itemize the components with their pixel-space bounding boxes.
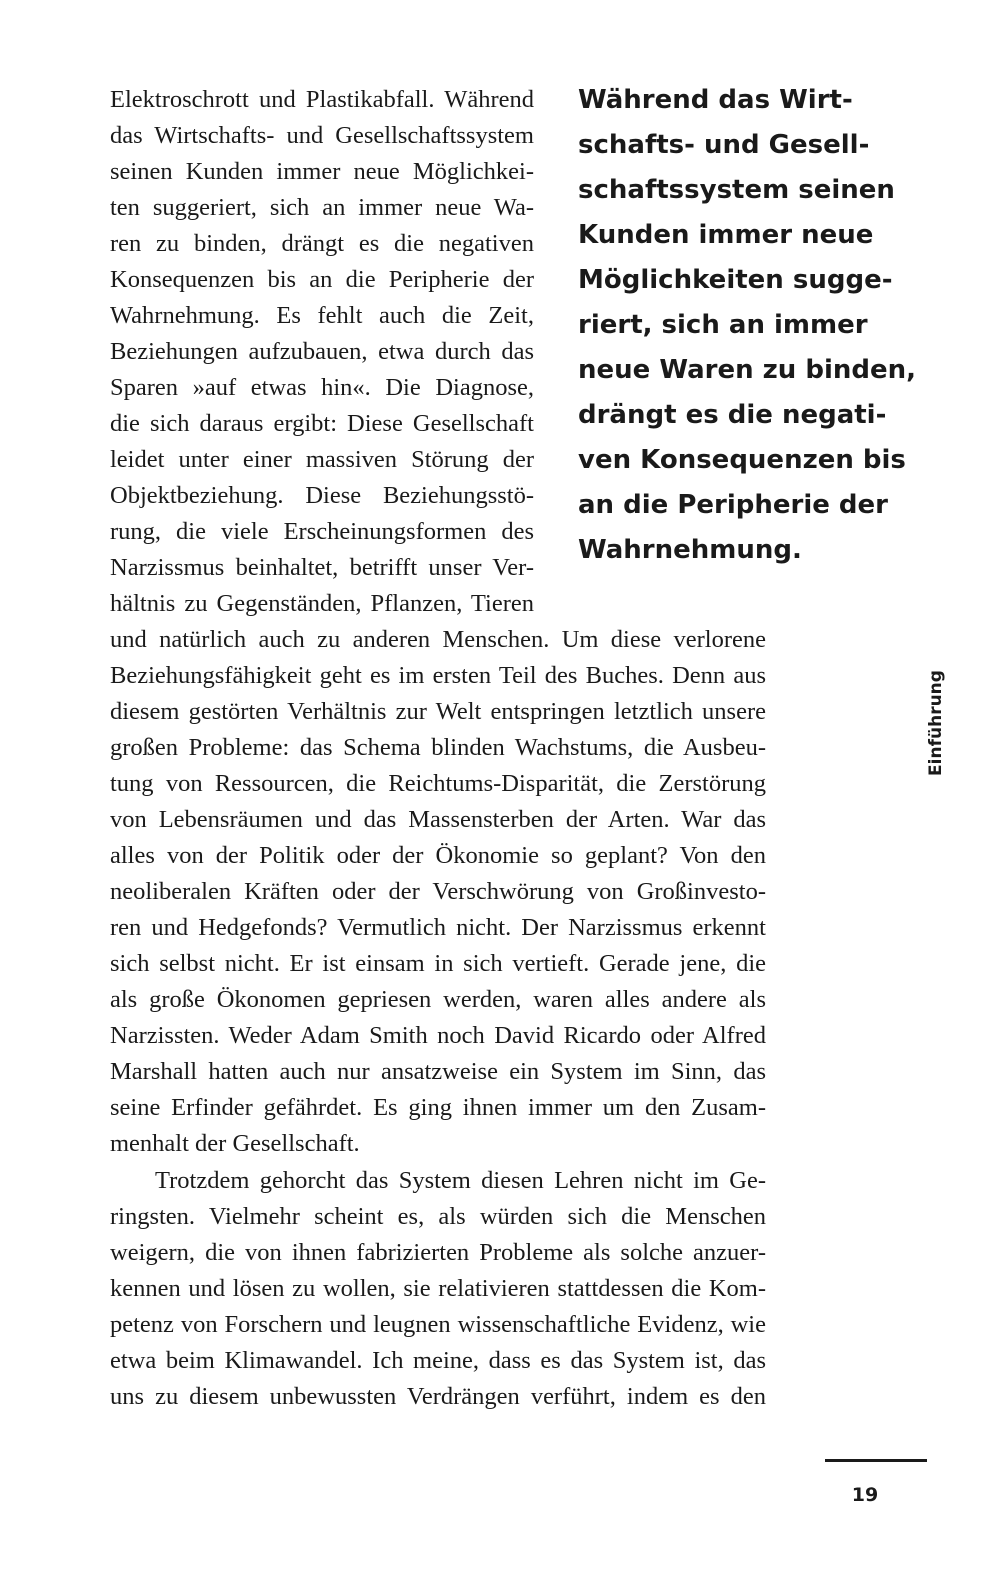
body-line: ringsten. Vielmehr scheint es, als würden sich die Menschen bbox=[110, 1203, 766, 1230]
body-line: sich selbst nicht. Er ist einsam in sich vertieft. Gerade jene, die bbox=[110, 950, 766, 977]
body-line: Narzissten. Weder Adam Smith noch David Ricardo oder Alfred bbox=[110, 1022, 766, 1049]
body-line: ten suggeriert, sich an immer neue Wa- bbox=[110, 194, 534, 221]
pull-quote-line: Während das Wirt- bbox=[578, 85, 853, 115]
body-line: ren und Hedgefonds? Vermutlich nicht. Der Narzissmus erkennt bbox=[110, 914, 766, 941]
body-line: tung von Ressourcen, die Reichtums-Disparität, die Zerstörung bbox=[110, 770, 766, 797]
body-line: Marshall hatten auch nur ansatzweise ein System im Sinn, das bbox=[110, 1058, 766, 1085]
body-line: diesem gestörten Verhältnis zur Welt entspringen letztlich unsere bbox=[110, 698, 766, 725]
body-line: ren zu binden, drängt es die negativen bbox=[110, 230, 534, 257]
pull-quote-line: Wahrnehmung. bbox=[578, 535, 802, 565]
body-line: weigern, die von ihnen fabrizierten Probleme als solche anzuer- bbox=[110, 1239, 766, 1266]
body-line: leidet unter einer massiven Störung der bbox=[110, 446, 534, 473]
pull-quote-line: neue Waren zu binden, bbox=[578, 355, 917, 385]
body-line: Elektroschrott und Plastikabfall. Während bbox=[110, 86, 534, 113]
page-number: 19 bbox=[851, 1484, 879, 1506]
chapter-side-tab bbox=[921, 668, 951, 778]
body-line: seine Erfinder gefährdet. Es ging ihnen immer um den Zusam- bbox=[110, 1094, 766, 1121]
pull-quote-line: schaftssystem seinen bbox=[578, 175, 895, 205]
body-line: Narzissmus beinhaltet, betrifft unser Ver- bbox=[110, 554, 534, 581]
body-line: seinen Kunden immer neue Möglichkei- bbox=[110, 158, 534, 185]
pull-quote-line: riert, sich an immer bbox=[578, 310, 868, 340]
body-line: Beziehungsfähigkeit geht es im ersten Teil des Buches. Denn aus bbox=[110, 662, 766, 689]
pull-quote-line: Kunden immer neue bbox=[578, 220, 874, 250]
body-line: Beziehungen aufzubauen, etwa durch das bbox=[110, 338, 534, 365]
pull-quote-line: schafts- und Gesell- bbox=[578, 130, 870, 160]
body-line: petenz von Forschern und leugnen wissenschaftliche Evidenz, wie bbox=[110, 1311, 766, 1338]
body-line: menhalt der Gesellschaft. bbox=[110, 1130, 360, 1157]
body-line: Objektbeziehung. Diese Beziehungsstö- bbox=[110, 482, 534, 509]
body-line: kennen und lösen zu wollen, sie relativieren stattdessen die Kom- bbox=[110, 1275, 766, 1302]
pull-quote-line: an die Peripherie der bbox=[578, 490, 888, 520]
body-line: etwa beim Klimawandel. Ich meine, dass es das System ist, das bbox=[110, 1347, 766, 1374]
body-line: uns zu diesem unbewussten Verdrängen verführt, indem es den bbox=[110, 1383, 766, 1410]
body-line: neoliberalen Kräften oder der Verschwörung von Großinvesto- bbox=[110, 878, 766, 905]
pull-quote-line: Möglichkeiten sugge- bbox=[578, 265, 893, 295]
body-line: als große Ökonomen gepriesen werden, waren alles andere als bbox=[110, 986, 766, 1013]
body-line: das Wirtschafts- und Gesellschaftssystem bbox=[110, 122, 534, 149]
pull-quote-line: ven Konsequenzen bis bbox=[578, 445, 906, 475]
body-line: von Lebensräumen und das Massensterben der Arten. War das bbox=[110, 806, 766, 833]
footer-rule bbox=[825, 1459, 927, 1462]
body-line: und natürlich auch zu anderen Menschen. Um diese verlorene bbox=[110, 626, 766, 653]
body-line: hältnis zu Gegenständen, Pflanzen, Tieren bbox=[110, 590, 534, 617]
body-line: alles von der Politik oder der Ökonomie so geplant? Von den bbox=[110, 842, 766, 869]
body-line: großen Probleme: das Schema blinden Wachstums, die Ausbeu- bbox=[110, 734, 766, 761]
body-line: rung, die viele Erscheinungsformen des bbox=[110, 518, 534, 545]
chapter-side-tab-label: Einführung bbox=[926, 670, 946, 776]
body-line: Wahrnehmung. Es fehlt auch die Zeit, bbox=[110, 302, 534, 329]
pull-quote-line: drängt es die negati- bbox=[578, 400, 887, 430]
body-line: die sich daraus ergibt: Diese Gesellschaft bbox=[110, 410, 534, 437]
body-line: Konsequenzen bis an die Peripherie der bbox=[110, 266, 534, 293]
body-line: Trotzdem gehorcht das System diesen Lehren nicht im Ge- bbox=[155, 1167, 766, 1194]
body-line: Sparen »auf etwas hin«. Die Diagnose, bbox=[110, 374, 534, 401]
